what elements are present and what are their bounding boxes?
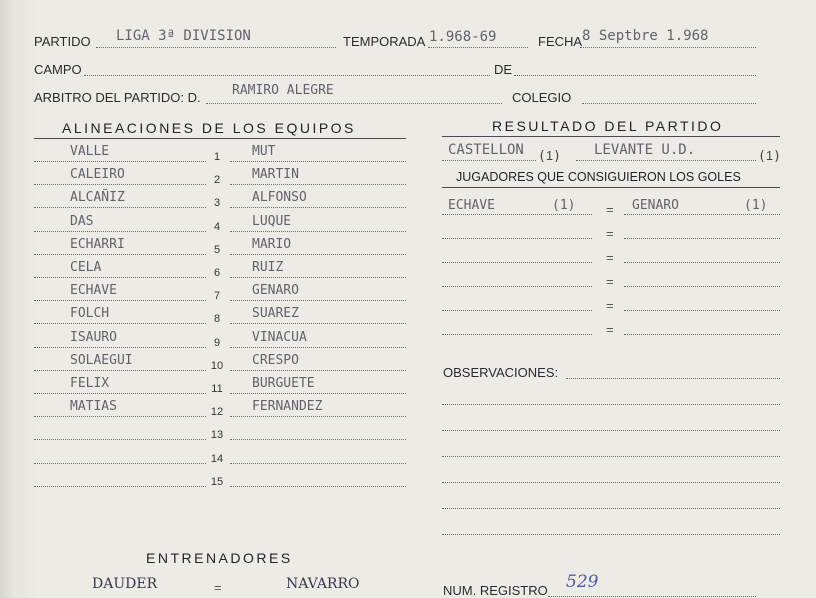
resultado-underline [442, 136, 780, 137]
away-player-line [230, 231, 406, 232]
scorer-separator: = [606, 226, 614, 241]
shirt-number: 5 [213, 243, 221, 256]
away-score: (1) [758, 148, 781, 164]
home-player-line [34, 323, 206, 324]
home-player-line [34, 416, 206, 417]
away-player-line [230, 161, 406, 162]
shirt-number: 8 [213, 313, 221, 326]
home-scorer-line [442, 286, 592, 287]
coach-separator: = [214, 580, 222, 595]
away-coach: NAVARRO [286, 576, 360, 592]
de-line [514, 75, 756, 76]
away-team-name: LEVANTE U.D. [594, 142, 696, 158]
observaciones-line [442, 430, 780, 431]
away-player-line [230, 347, 406, 348]
arbitro-line [206, 103, 502, 104]
alineaciones-heading: ALINEACIONES DE LOS EQUIPOS [62, 120, 356, 136]
home-scorer-line [442, 214, 592, 215]
away-scorer-line [624, 334, 780, 335]
home-player: ECHAVE [70, 283, 117, 299]
observaciones-line [442, 534, 780, 535]
partido-label: PARTIDO [34, 34, 91, 49]
away-player: VINACUA [252, 329, 307, 345]
temporada-label: TEMPORADA [343, 34, 426, 49]
home-player-line [34, 161, 206, 162]
fecha-label: FECHA [538, 34, 583, 49]
home-player-line [34, 300, 206, 301]
away-player: ALFONSO [252, 190, 307, 206]
entrenadores-heading: ENTRENADORES [146, 550, 293, 566]
shirt-number: 6 [213, 267, 221, 279]
home-score-value: 1 [545, 148, 554, 163]
campo-line [84, 75, 490, 76]
home-player: ISAURO [70, 329, 117, 345]
home-player: FOLCH [70, 306, 110, 322]
home-player: CELA [70, 260, 102, 275]
shirt-number: 12 [210, 406, 224, 419]
shirt-number: 1 [213, 151, 221, 163]
colegio-label: COLEGIO [512, 90, 572, 105]
partido-line [96, 47, 336, 48]
shirt-number: 13 [210, 429, 224, 442]
home-scorer-line [442, 262, 592, 263]
away-player-line [230, 184, 406, 185]
home-player: CALEIRO [70, 167, 125, 183]
home-player-line [34, 231, 206, 232]
scorer-separator: = [606, 250, 614, 265]
scorer-separator: = [606, 202, 614, 217]
away-scorer-goals: (1) [744, 198, 768, 213]
home-player-line [34, 347, 206, 348]
home-player-line [34, 393, 206, 394]
away-player-line [230, 300, 406, 301]
home-scorer-line [442, 310, 592, 311]
home-scorer-line [442, 238, 592, 239]
away-player: RUIZ [252, 260, 284, 275]
away-score-value: 1 [765, 148, 774, 163]
home-player: ALCAÑIZ [70, 190, 125, 206]
away-scorer-line [624, 310, 780, 311]
num-registro-line [548, 596, 756, 597]
observaciones-line [442, 456, 780, 457]
temporada-value: 1.968-69 [429, 29, 497, 45]
home-player-line [34, 207, 206, 208]
num-registro-label: NUM. REGISTRO [443, 583, 548, 598]
shirt-number: 10 [210, 359, 224, 372]
partido-value: LIGA 3ª DIVISION [116, 28, 251, 44]
campo-label: CAMPO [34, 62, 82, 77]
shirt-number: 3 [213, 197, 221, 210]
scorer-separator: = [606, 322, 614, 337]
away-player-line [230, 416, 406, 417]
away-player-line [230, 254, 406, 255]
goles-heading: JUGADORES QUE CONSIGUIERON LOS GOLES [456, 170, 741, 184]
arbitro-value: RAMIRO ALEGRE [232, 83, 334, 98]
away-scorer: GENARO [632, 198, 679, 213]
home-player: VALLE [70, 144, 110, 159]
away-scorer-line [624, 238, 780, 239]
home-player-line [34, 277, 206, 278]
away-player-line [230, 323, 406, 324]
observaciones-label: OBSERVACIONES: [443, 365, 559, 380]
away-player: LUQUE [252, 213, 292, 229]
away-player: MARTIN [252, 167, 299, 183]
away-player-line [230, 439, 406, 440]
home-player: ECHARRI [70, 236, 125, 252]
temporada-line [428, 47, 528, 48]
away-player-line [230, 393, 406, 394]
fecha-line [580, 47, 756, 48]
observaciones-line [442, 508, 780, 509]
home-player: MATIAS [70, 399, 117, 415]
de-label: DE [494, 62, 513, 77]
home-player: FELIX [70, 376, 110, 391]
arbitro-label: ARBITRO DEL PARTIDO: D. [34, 90, 201, 105]
resultado-heading: RESULTADO DEL PARTIDO [492, 118, 724, 134]
shirt-number: 15 [210, 475, 224, 488]
away-player-line [230, 277, 406, 278]
away-player-line [230, 207, 406, 208]
away-player-line [230, 463, 406, 464]
away-team-line [576, 160, 756, 161]
shirt-number: 2 [213, 174, 221, 187]
away-scorer-line [624, 214, 780, 215]
home-team-name: CASTELLON [448, 142, 524, 158]
away-player-line [230, 370, 406, 371]
home-coach: DAUDER [92, 576, 158, 592]
away-scorer-line [624, 286, 780, 287]
alineaciones-underline [34, 138, 406, 139]
observaciones-line [442, 482, 780, 483]
fecha-value: 8 Septbre 1.968 [582, 28, 709, 44]
away-player: SUAREZ [252, 306, 299, 322]
away-player: CRESPO [252, 352, 299, 368]
away-player: MUT [252, 144, 276, 159]
home-player: DAS [70, 213, 94, 229]
home-scorer: ECHAVE [448, 198, 495, 213]
num-registro-value: 529 [566, 572, 599, 592]
scorer-separator: = [606, 274, 614, 289]
home-player-line [34, 370, 206, 371]
home-player-line [34, 184, 206, 185]
home-player-line [34, 439, 206, 440]
home-team-line [442, 160, 536, 161]
home-player-line [34, 463, 206, 464]
home-player-line [34, 254, 206, 255]
home-player: SOLAEGUI [70, 352, 133, 368]
shirt-number: 11 [211, 383, 223, 395]
shirt-number: 9 [213, 336, 221, 349]
home-scorer-line [442, 334, 592, 335]
colegio-line [582, 103, 756, 104]
shirt-number: 14 [210, 452, 224, 465]
shirt-number: 4 [213, 220, 221, 233]
observaciones-line [442, 404, 780, 405]
scorer-separator: = [606, 298, 614, 313]
away-player: FERNANDEZ [252, 399, 323, 415]
away-player: GENARO [252, 283, 299, 299]
home-player-line [34, 486, 206, 487]
goles-underline [442, 187, 780, 188]
home-scorer-goals: (1) [552, 198, 576, 213]
home-score: (1) [538, 148, 561, 164]
shirt-number: 7 [213, 290, 221, 303]
away-player-line [230, 486, 406, 487]
observaciones-line [566, 378, 780, 379]
away-scorer-line [624, 262, 780, 263]
away-player: BURGUETE [252, 376, 315, 391]
away-player: MARIO [252, 236, 292, 252]
